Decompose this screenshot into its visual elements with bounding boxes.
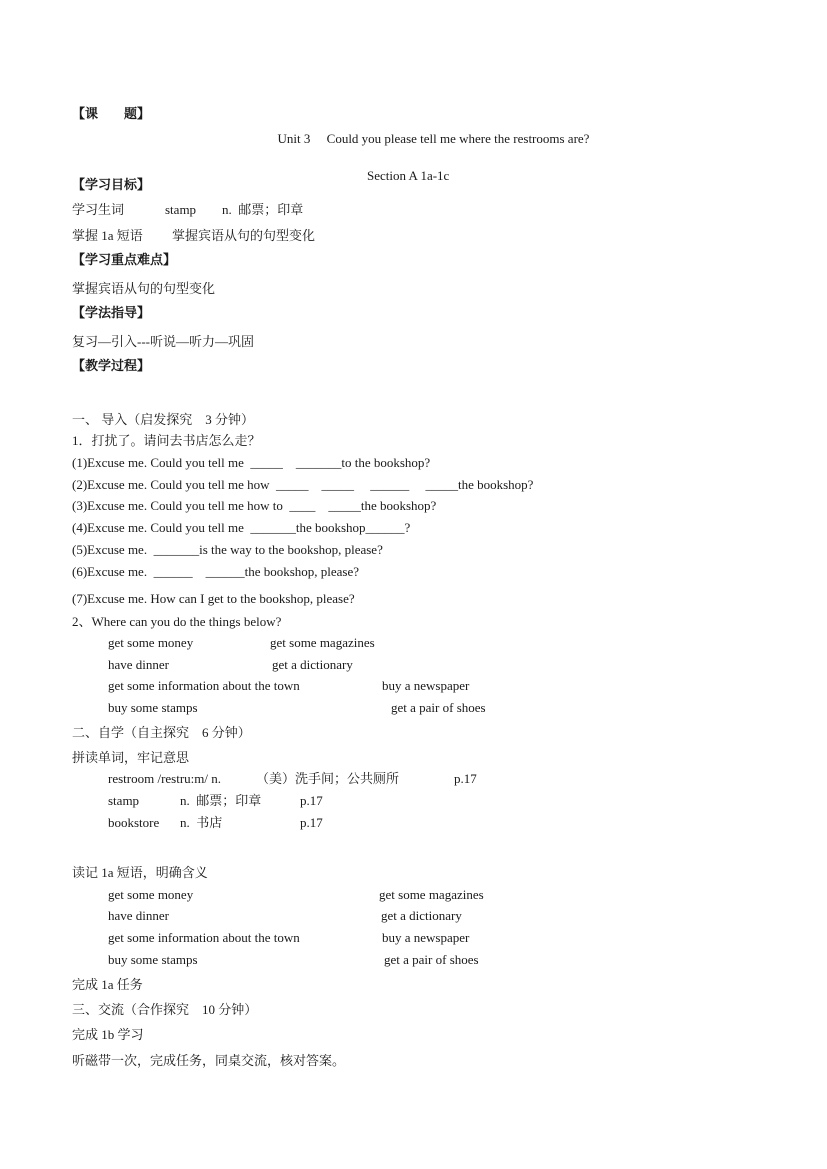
q1-item-6: (6)Excuse me. ______ ______the bookshop, please? [72,564,360,579]
objectives-line-1 [0,202,827,218]
part3-title: 三、交流（合作探究 10 分钟） [72,1002,258,1017]
vocab-row3-page: p.17 [300,815,323,830]
objectives-line-2 [0,228,827,244]
part2-title: 二、自学（自主探究 6 分钟） [72,725,251,740]
vocab-row2-meaning: n. 邮票；印章 [180,793,262,808]
phrase-intro: 读记 1a 短语，明确含义 [72,865,208,880]
vocab-row-3 [0,815,827,831]
phrase-row1-left: get some money [108,887,194,902]
objectives-line2-text: 掌握宾语从句的句型变化 [172,228,316,243]
part1-title: 一、 导入（启发探究 3 分钟） [72,412,255,427]
q2-row3-left: get some information about the town [108,678,300,693]
unit-title: Unit 3 Could you please tell me where the restrooms are? [277,131,590,146]
q2-row2-left: have dinner [108,657,170,672]
phrase-row2-right: get a dictionary [381,908,462,923]
task-1a: 完成 1a 任务 [72,977,143,992]
vocab-row3-word: bookstore [108,815,160,830]
objectives-line2-label: 掌握 1a 短语 [72,228,143,243]
q2-row4-left: buy some stamps [108,700,198,715]
q2-row-1 [0,635,827,651]
phrase-row-4 [0,952,827,968]
objectives-heading: 【学习目标】 [72,177,151,192]
q2-row2-right: get a dictionary [272,657,353,672]
phrase-row2-left: have dinner [108,908,170,923]
listen-text: 听磁带一次，完成任务，同桌交流，核对答案。 [72,1053,346,1068]
section-title-text: Section A 1a-1c [367,168,450,183]
phrase-row3-left: get some information about the town [108,930,300,945]
topic-label: 【课 题】 [72,106,151,121]
q1-title: 1．打扰了。请问去书店怎么走？ [72,433,261,448]
method-heading: 【学法指导】 [72,305,151,320]
vocab-row1-word: restroom /restru:m/ n. [108,771,222,786]
objectives-line1-label: 学习生词 [72,202,125,217]
vocab-row2-page: p.17 [300,793,323,808]
objectives-line1-meaning: n. 邮票；印章 [222,202,304,217]
process-heading: 【教学过程】 [72,358,151,373]
objectives-line1-word: stamp [165,202,197,217]
phrase-row4-left: buy some stamps [108,952,198,967]
vocab-row-1 [0,771,827,787]
q1-item-1: (1)Excuse me. Could you tell me _____ _______to the bookshop? [72,455,431,470]
vocab-row2-word: stamp [108,793,140,808]
q2-row-4 [0,700,827,716]
q1-item-7: (7)Excuse me. How can I get to the bookshop, please? [72,591,355,606]
phrase-row1-right: get some magazines [379,887,484,902]
q2-row1-left: get some money [108,635,194,650]
vocab-intro: 拼读单词，牢记意思 [72,750,190,765]
q1-item-2: (2)Excuse me. Could you tell me how _____ _____ ______ _____the bookshop? [72,477,534,492]
q2-title: 2、Where can you do the things below? [72,614,282,629]
method-text: 复习—引入---听说—听力—巩固 [72,334,254,349]
key-points-heading: 【学习重点难点】 [72,252,177,267]
q2-row-3 [0,678,827,694]
q1-item-5: (5)Excuse me. _______is the way to the bookshop, please? [72,542,383,557]
phrase-row4-right: get a pair of shoes [384,952,479,967]
vocab-row1-page: p.17 [454,771,477,786]
vocab-row-2 [0,793,827,809]
q2-row-2 [0,657,827,673]
q1-item-4: (4)Excuse me. Could you tell me _______the bookshop______? [72,520,411,535]
key-points-text: 掌握宾语从句的句型变化 [72,281,216,296]
vocab-row3-meaning: n. 书店 [180,815,223,830]
q2-row3-right: buy a newspaper [382,678,470,693]
phrase-row3-right: buy a newspaper [382,930,470,945]
q2-row4-right: get a pair of shoes [391,700,486,715]
phrase-row-1 [0,887,827,903]
phrase-row-2 [0,908,827,924]
q2-row1-right: get some magazines [270,635,375,650]
q1-item-3: (3)Excuse me. Could you tell me how to ____ _____the bookshop? [72,498,437,513]
phrase-row-3 [0,930,827,946]
task-1b: 完成 1b 学习 [72,1027,144,1042]
vocab-row1-meaning: （美）洗手间；公共厕所 [256,771,400,786]
